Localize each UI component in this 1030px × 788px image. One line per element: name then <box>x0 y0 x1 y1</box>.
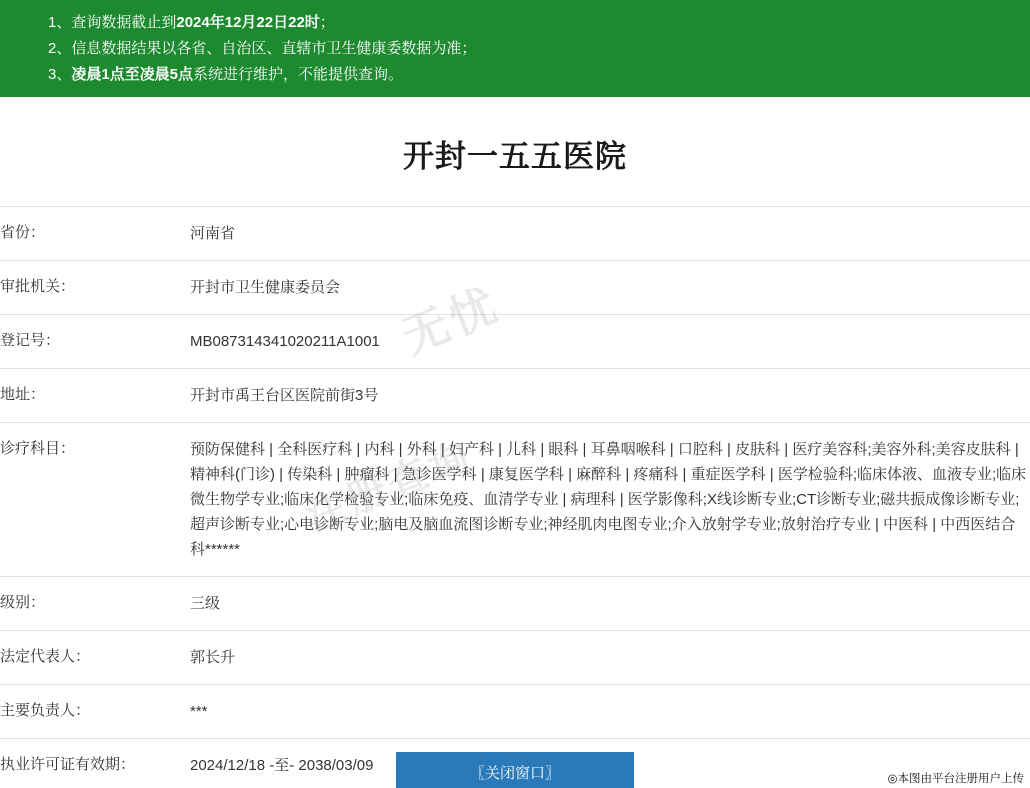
row-value: 河南省 <box>190 225 236 242</box>
row-value: 三级 <box>190 595 221 612</box>
notice-item-suffix: 系统进行维护，不能提供查询。 <box>193 66 404 83</box>
table-row <box>0 369 1030 423</box>
row-value: 郭长升 <box>190 649 236 666</box>
row-label: 审批机关： <box>0 278 76 295</box>
row-value: 预防保健科 | 全科医疗科 | 内科 | 外科 | 妇产科 | 儿科 | 眼科 | 耳鼻咽喉科 | 口腔科 | 皮肤科 | 医疗美容科;美容外科;美容皮肤科 | 精神科(门诊) | 传染科 | 肿瘤科 | 急诊医学科 | 康复医学科 | 麻醉科 | 疼痛科 | 重症医学科 | 医学检验科;临床体液、血液专业;临床微生物学专业;临床化学检验专业;临床免疫、血清学专业 | 病理科 | 医学影像科;X线诊断专业;CT诊断专业;磁共振成像诊断专业;超声诊断专业;心电诊断专业;脑电及脑血流图诊断专业;神经肌肉电图专业;介入放射学专业;放射治疗专业 | 中医科 | 中西医结合科****** <box>190 441 1027 558</box>
notice-item-suffix: ； <box>319 14 335 31</box>
page-title: 开封一五五医院 <box>403 139 627 174</box>
notice-item-number: 1、 <box>48 14 72 31</box>
row-label: 省份： <box>0 224 46 241</box>
row-value: 开封市卫生健康委员会 <box>190 279 341 296</box>
watermark-text: 注册查询 <box>299 433 480 541</box>
row-label: 主要负责人： <box>0 702 91 719</box>
notice-item-number: 2、 <box>48 40 72 57</box>
row-label: 级别： <box>0 594 46 611</box>
notice-item-text: 查询数据截止到 <box>71 14 177 31</box>
notice-banner <box>0 0 1030 97</box>
notice-list <box>0 10 1030 88</box>
table-row <box>0 577 1030 631</box>
footer-bar <box>0 752 1030 788</box>
notice-item <box>0 36 1030 62</box>
row-label: 诊疗科目： <box>0 440 76 457</box>
notice-item <box>0 62 1030 88</box>
notice-item-number: 3、 <box>48 66 72 83</box>
table-row <box>0 207 1030 261</box>
notice-item-bold: 2024年12月22日22时 <box>176 14 320 31</box>
table-row <box>0 631 1030 685</box>
close-window-button[interactable]: 〖关闭窗口〗 <box>396 752 634 788</box>
notice-item-bold: 凌晨1点至凌晨5点 <box>71 66 194 83</box>
hospital-info-table <box>0 206 1030 788</box>
notice-item-text: 信息数据结果以各省、自治区、直辖市卫生健康委数据为准； <box>71 40 477 57</box>
table-row <box>0 423 1030 577</box>
row-value: MB087314341020211A1001 <box>190 333 380 350</box>
row-label: 地址： <box>0 386 46 403</box>
row-value: *** <box>190 703 208 720</box>
upload-credit-text: ◎本图由平台注册用户上传 <box>887 773 1024 785</box>
row-label: 法定代表人： <box>0 648 91 665</box>
row-label: 执业许可证有效期： <box>0 756 136 773</box>
row-label: 登记号： <box>0 332 61 349</box>
table-row <box>0 685 1030 739</box>
row-value: 2024/12/18 -至- 2038/03/09 <box>190 757 374 774</box>
table-row <box>0 261 1030 315</box>
table-row <box>0 315 1030 369</box>
notice-item <box>0 10 1030 36</box>
watermark-text: 无忧 <box>395 277 508 364</box>
row-value: 开封市禹王台区医院前街3号 <box>190 387 379 404</box>
